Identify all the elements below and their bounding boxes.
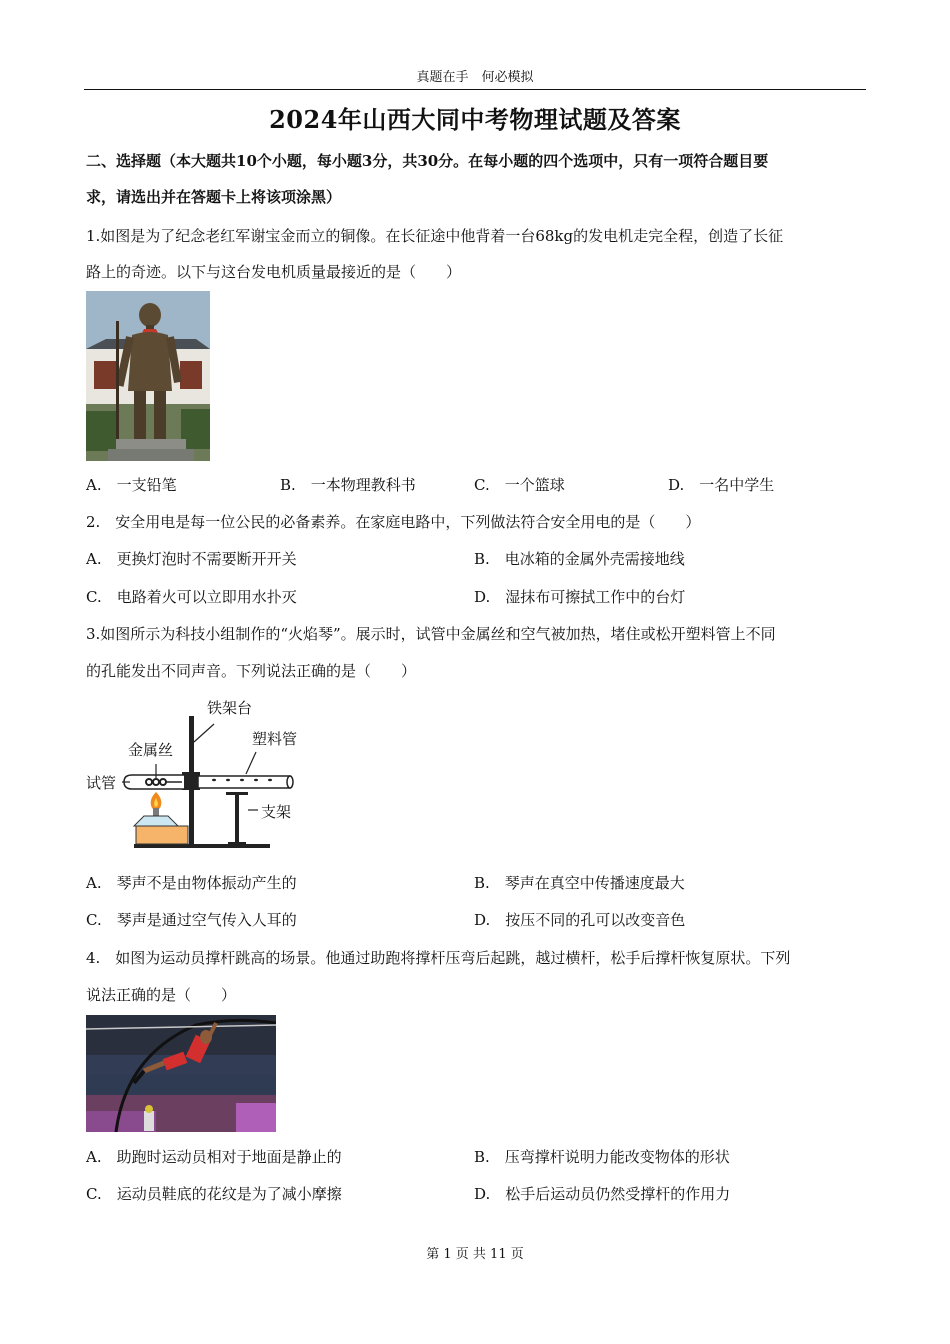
q4-option-d: D. 松手后运动员仍然受撑杆的作用力 (474, 1185, 731, 1203)
label-iron-stand: 铁架台 (207, 699, 253, 717)
q1-option-d: D. 一名中学生 (668, 476, 775, 494)
q1-option-a: A. 一支铅笔 (86, 476, 177, 494)
label-metal-wire: 金属丝 (128, 741, 174, 759)
q1-text-line1: 1.如图是为了纪念老红军谢宝金而立的铜像。在长征途中他背着一台68kg的发电机走完全程，创造了长征 (86, 227, 784, 245)
q3-option-b: B. 琴声在真空中传播速度最大 (474, 874, 685, 892)
label-support: 支架 (261, 803, 292, 821)
q1-text-line2: 路上的奇迹。以下与这台发电机质量最接近的是（ ） (86, 263, 462, 281)
q2-option-a: A. 更换灯泡时不需要断开开关 (86, 550, 297, 568)
q3-option-a: A. 琴声不是由物体振动产生的 (86, 874, 297, 892)
statue-photo (86, 291, 210, 461)
q1-option-c: C. 一个篮球 (474, 476, 565, 494)
q4-text-line1: 4. 如图为运动员撑杆跳高的场景。他通过助跑将撑杆压弯后起跳，越过横杆，松手后撑杆恢复原状。下列 (86, 949, 791, 967)
q2-text-line1: 2. 安全用电是每一位公民的必备素养。在家庭电路中，下列做法符合安全用电的是（ ） (86, 513, 701, 531)
q2-option-c: C. 电路着火可以立即用水扑灭 (86, 588, 297, 606)
q4-option-c: C. 运动员鞋底的花纹是为了减小摩擦 (86, 1185, 342, 1203)
section-heading-line2: 求，请选出并在答题卡上将该项涂黑） (86, 188, 342, 206)
q3-option-c: C. 琴声是通过空气传入人耳的 (86, 911, 297, 929)
q4-option-b: B. 压弯撑杆说明力能改变物体的形状 (474, 1148, 730, 1166)
header-divider (84, 89, 866, 90)
q3-text-line1: 3.如图所示为科技小组制作的“火焰琴”。展示时，试管中金属丝和空气被加热，堵住或松开塑料管上不同 (86, 625, 776, 643)
q1-option-b: B. 一本物理教科书 (280, 476, 416, 494)
q4-option-a: A. 助跑时运动员相对于地面是静止的 (86, 1148, 342, 1166)
q2-option-b: B. 电冰箱的金属外壳需接地线 (474, 550, 685, 568)
flame-qin-diagram (86, 694, 316, 854)
page-header: 真题在手 何必模拟 (416, 70, 534, 85)
page-footer: 第 1 页 共 11 页 (426, 1247, 524, 1262)
label-test-tube: 试管 (86, 774, 117, 792)
section-heading-line1: 二、选择题（本大题共10个小题，每小题3分，共30分。在每小题的四个选项中，只有一项符合题目要 (86, 152, 769, 170)
q2-option-d: D. 湿抹布可擦拭工作中的台灯 (474, 588, 686, 606)
pole-vault-photo (86, 1015, 276, 1132)
q3-option-d: D. 按压不同的孔可以改变音色 (474, 911, 686, 929)
label-plastic-pipe: 塑料管 (252, 730, 298, 748)
q4-text-line2: 说法正确的是（ ） (86, 986, 237, 1004)
page-title: 2024年山西大同中考物理试题及答案 (269, 105, 681, 134)
q3-text-line2: 的孔能发出不同声音。下列说法正确的是（ ） (86, 662, 417, 680)
